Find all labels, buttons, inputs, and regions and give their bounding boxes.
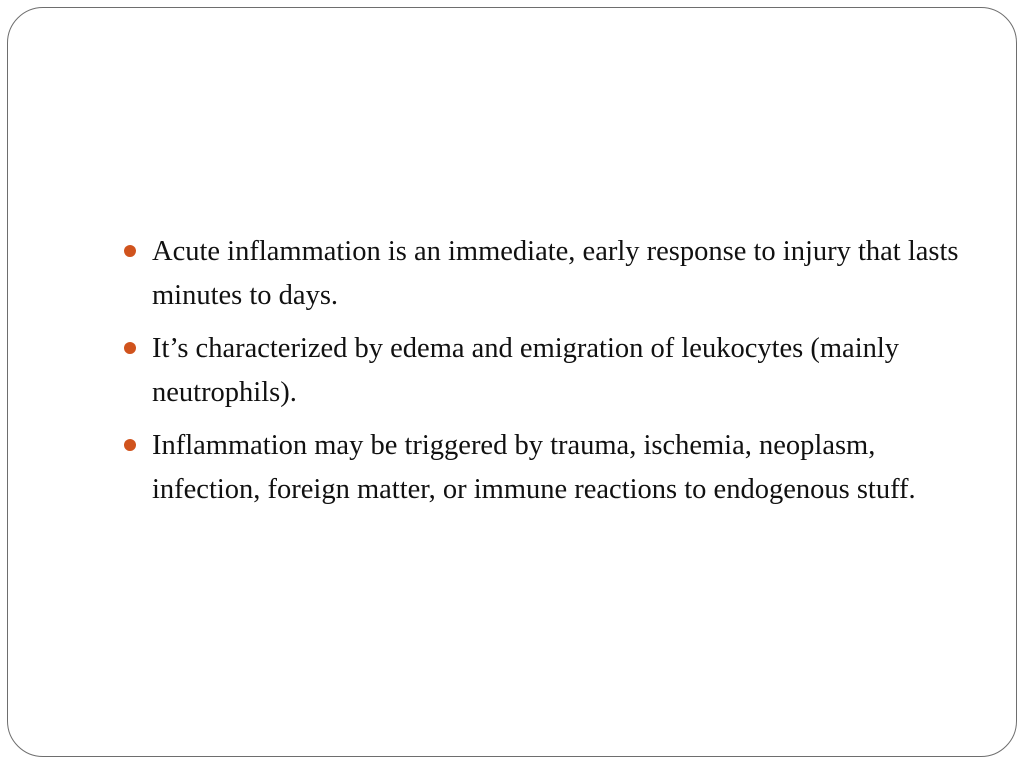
bullet-text: Acute inflammation is an immediate, early response to injury that lasts minutes to days. (152, 236, 959, 311)
bullet-item (122, 230, 982, 318)
bullet-dot-icon (124, 439, 136, 451)
bullet-item (122, 424, 982, 512)
bullet-dot-icon (124, 245, 136, 257)
slide-frame (7, 7, 1017, 757)
bullet-list (122, 230, 982, 521)
bullet-dot-icon (124, 342, 136, 354)
bullet-text: It’s characterized by edema and emigration of leukocytes (mainly neutrophils). (152, 333, 900, 408)
bullet-item (122, 327, 982, 415)
bullet-text: Inflammation may be triggered by trauma, ischemia, neoplasm, infection, foreign matter, or immune reactions to endogenous stuff. (152, 430, 916, 505)
